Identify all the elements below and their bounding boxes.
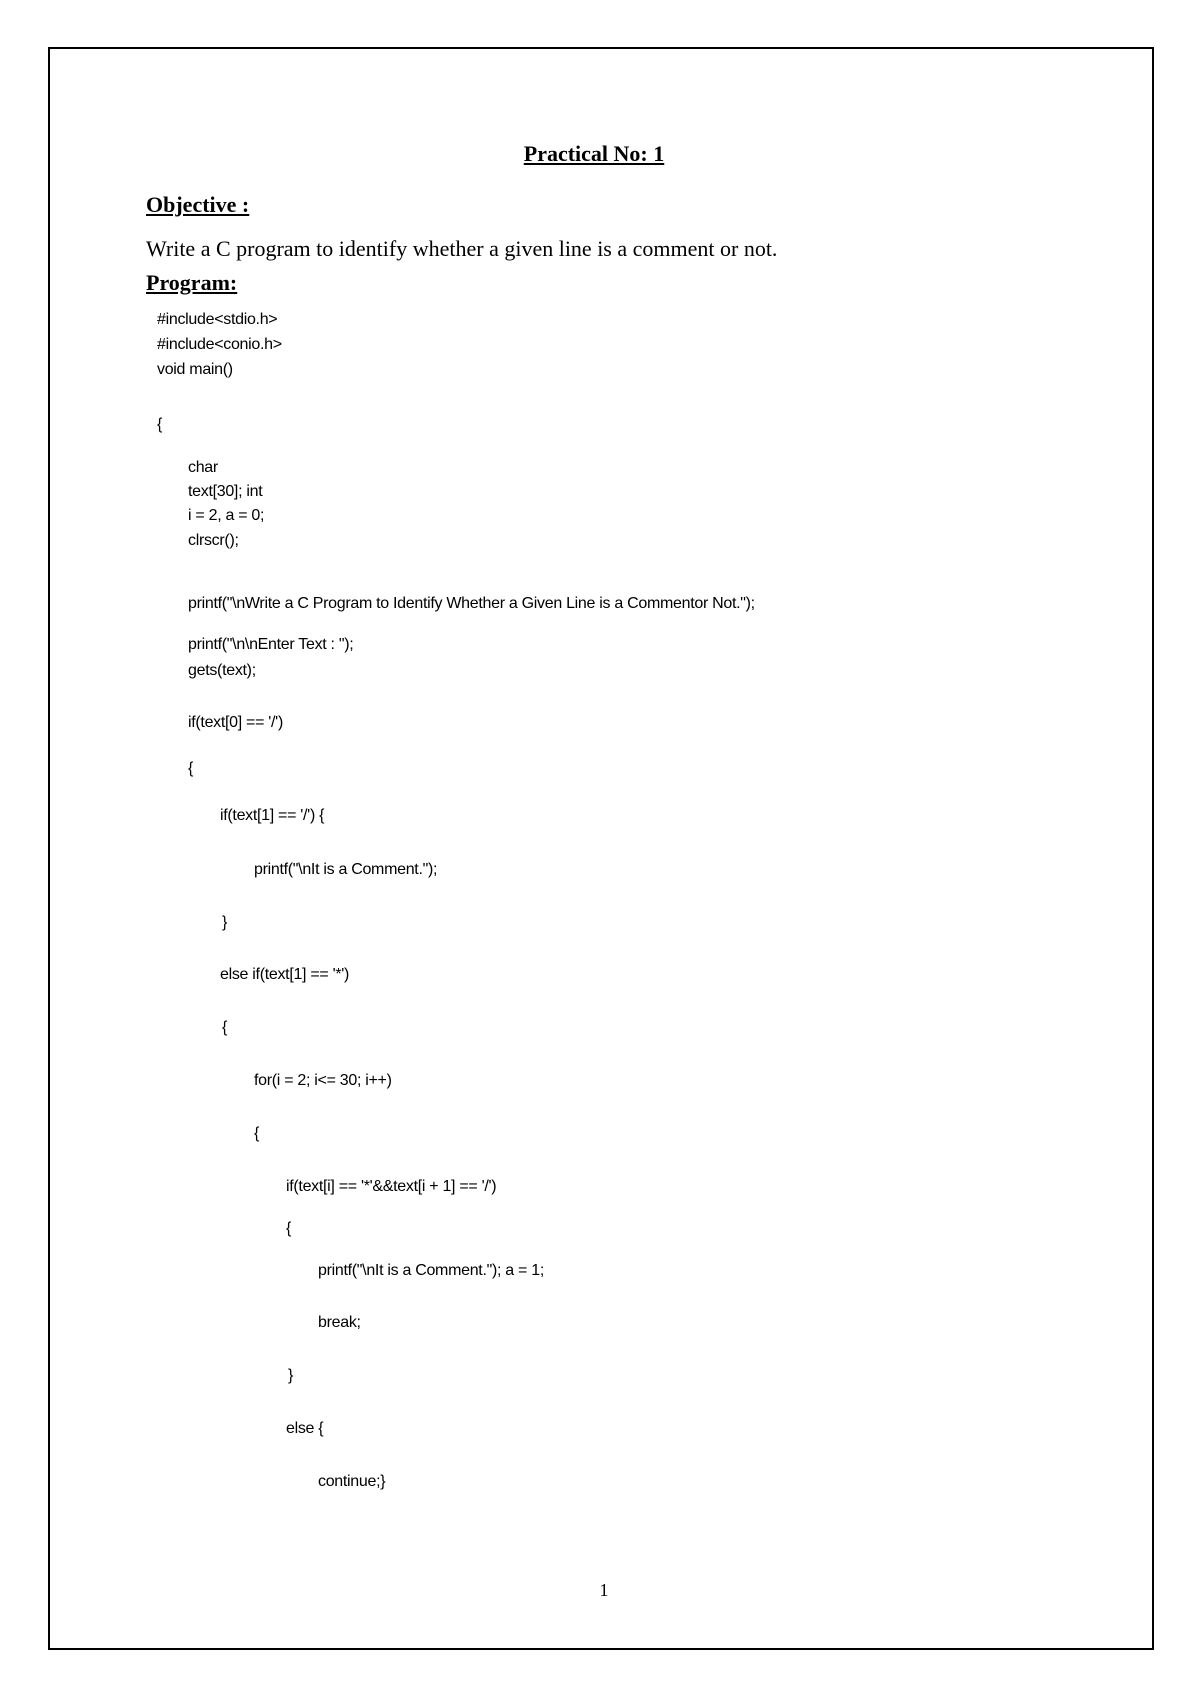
program-heading: Program: (146, 270, 238, 295)
code-line: i = 2, a = 0; (188, 507, 265, 524)
code-line: char (188, 459, 218, 476)
code-line: if(text[0] == '/') (188, 714, 283, 731)
code-line: #include<conio.h> (157, 336, 282, 353)
code-line: #include<stdio.h> (157, 311, 278, 328)
code-line: { (157, 416, 163, 433)
code-line: printf("\n\nEnter Text : "); (188, 636, 354, 653)
code-line: continue;} (318, 1473, 386, 1490)
code-line: if(text[1] == '/') { (220, 807, 325, 824)
code-line: text[30]; int (188, 483, 263, 500)
page-number: 1 (599, 1580, 609, 1600)
code-line: if(text[i] == '*'&&text[i + 1] == '/') (286, 1178, 497, 1195)
code-line: { (286, 1220, 292, 1237)
code-line: clrscr(); (188, 532, 239, 549)
code-line: } (288, 1367, 294, 1384)
code-line: { (188, 760, 194, 777)
code-line: { (222, 1019, 228, 1036)
code-line: else if(text[1] == '*') (220, 966, 350, 983)
code-line: for(i = 2; i<= 30; i++) (254, 1072, 392, 1089)
code-line: printf("\nWrite a C Program to Identify Whether a Given Line is a Commentor Not."); (188, 595, 755, 612)
code-line: printf("\nIt is a Comment."); (254, 861, 438, 878)
code-line: { (254, 1125, 260, 1142)
objective-heading: Objective : (146, 192, 250, 217)
practical-title: Practical No: 1 (523, 141, 665, 166)
code-line: } (222, 914, 228, 931)
code-line: else { (286, 1420, 324, 1437)
code-line: printf("\nIt is a Comment."); a = 1; (318, 1262, 544, 1279)
objective-text: Write a C program to identify whether a given line is a comment or not. (146, 236, 778, 261)
code-line: break; (318, 1314, 361, 1331)
code-line: void main() (157, 361, 233, 378)
code-line: gets(text); (188, 662, 256, 679)
